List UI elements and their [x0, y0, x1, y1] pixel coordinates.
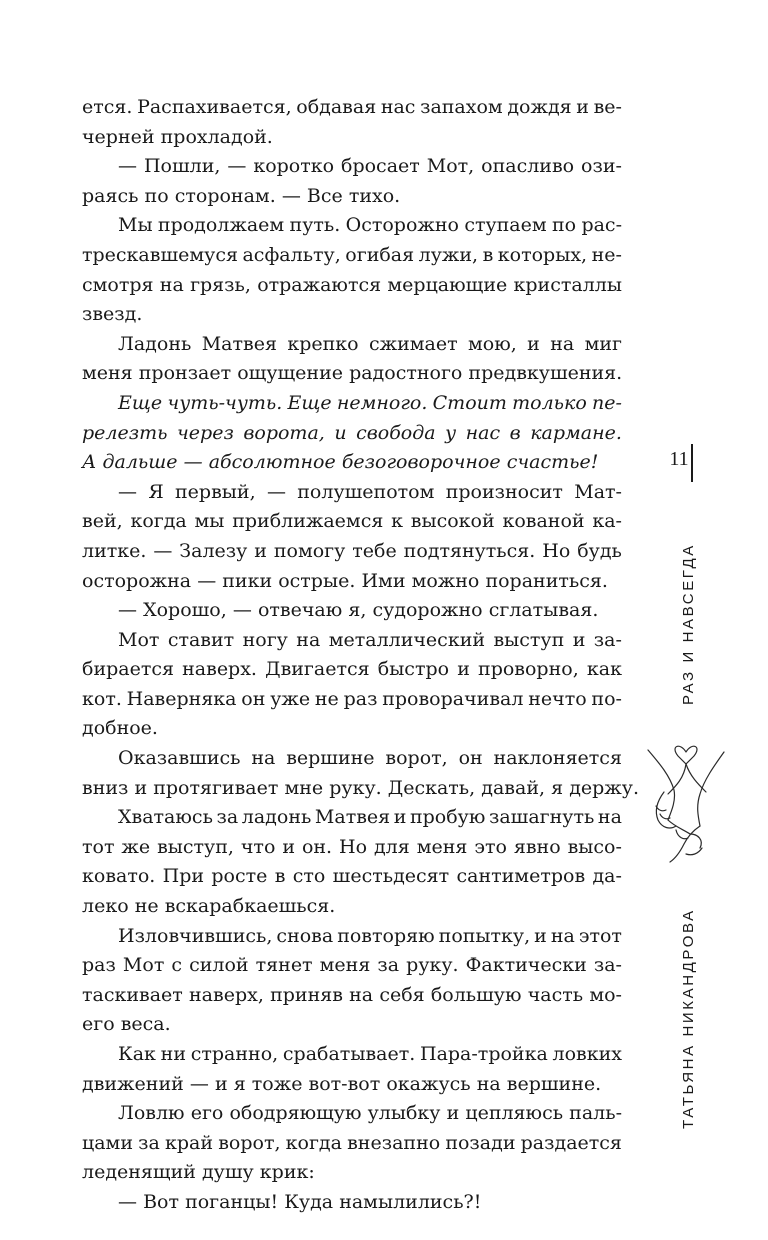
- text-line: Ладонь Матвея крепко сжимает мою, и на миг: [118, 332, 622, 355]
- text-line: таскивает наверх, приняв на себя большую часть мо-: [82, 983, 622, 1006]
- text-line: вей, когда мы приближаемся к высокой кованой ка-: [82, 510, 622, 533]
- text-line: движений — и я тоже вот-вот окажусь на вершине.: [82, 1072, 602, 1095]
- text-line: — Пошли, — коротко бросает Мот, опасливо ози-: [118, 155, 622, 178]
- text-line: А дальше — абсолютное безоговорочное счастье!: [82, 451, 599, 474]
- text-line: бирается наверх. Двигается быстро и проворно, как: [82, 658, 622, 681]
- running-head-title: РАЗ И НАВСЕГДА: [680, 543, 697, 705]
- text-line: леко не вскарабкаешься.: [82, 895, 336, 918]
- text-line: Изловчившись, снова повторяю попытку, и на этот: [118, 924, 622, 947]
- text-line: — Я первый, — полушепотом произносит Мат-: [118, 480, 622, 503]
- text-line: литке. — Залезу и помогу тебе подтянуться. Но будь: [82, 539, 622, 562]
- text-line: цами за край ворот, когда внезапно позади раздается: [82, 1131, 622, 1154]
- text-line: леденящий душу крик:: [82, 1161, 315, 1184]
- page-number: 11: [669, 448, 689, 470]
- text-line: добное.: [82, 717, 158, 740]
- text-line: смотря на грязь, отражаются мерцающие кристаллы: [82, 273, 622, 296]
- text-line: Мы продолжаем путь. Осторожно ступаем по рас-: [118, 214, 622, 237]
- text-line: ется. Распахивается, обдавая нас запахом дождя и ве-: [82, 96, 622, 118]
- text-line: Еще чуть-чуть. Еще немного. Стоит только пе-: [118, 391, 622, 414]
- text-line: Хватаюсь за ладонь Матвея и пробую зашагнуть на: [118, 806, 622, 829]
- heart-hands-icon: [640, 730, 730, 865]
- text-line: тот же выступ, что и он. Но для меня это явно высо-: [82, 835, 622, 858]
- text-line: черней прохладой.: [82, 125, 273, 148]
- text-line: раясь по сторонам. — Все тихо.: [82, 184, 401, 207]
- text-line: Ловлю его ободряющую улыбку и цепляюсь паль-: [118, 1102, 622, 1125]
- running-head-author: ТАТЬЯНА НИКАНДРОВА: [680, 908, 697, 1130]
- text-line: Мот ставит ногу на металлический выступ и за-: [118, 628, 622, 651]
- page-number-rule: [691, 444, 693, 482]
- text-line: Оказавшись на вершине ворот, он наклоняется: [118, 747, 622, 770]
- text-line: — Вот поганцы! Куда намылились?!: [118, 1190, 482, 1213]
- text-line: раз Мот с силой тянет меня за руку. Фактически за-: [82, 954, 622, 977]
- text-line: звезд.: [82, 303, 143, 326]
- text-line: ковато. При росте в сто шестьдесят сантиметров да-: [82, 865, 622, 888]
- text-line: меня пронзает ощущение радостного предвкушения.: [82, 362, 623, 385]
- text-line: трескавшемуся асфальту, огибая лужи, в которых, не-: [82, 243, 622, 266]
- text-line: релезть через ворота, и свобода у нас в кармане.: [82, 421, 622, 444]
- body-text: [82, 93, 639, 1218]
- text-line: его веса.: [82, 1013, 171, 1036]
- text-line: Как ни странно, срабатывает. Пара-тройка ловких: [118, 1043, 622, 1065]
- text-line: осторожна — пики острые. Ими можно пораниться.: [82, 569, 608, 592]
- text-line: — Хорошо, — отвечаю я, судорожно сглатывая.: [118, 599, 599, 622]
- text-line: вниз и протягивает мне руку. Дескать, давай, я держу.: [82, 776, 639, 799]
- text-line: кот. Наверняка он уже не раз проворачивал нечто по-: [82, 687, 622, 710]
